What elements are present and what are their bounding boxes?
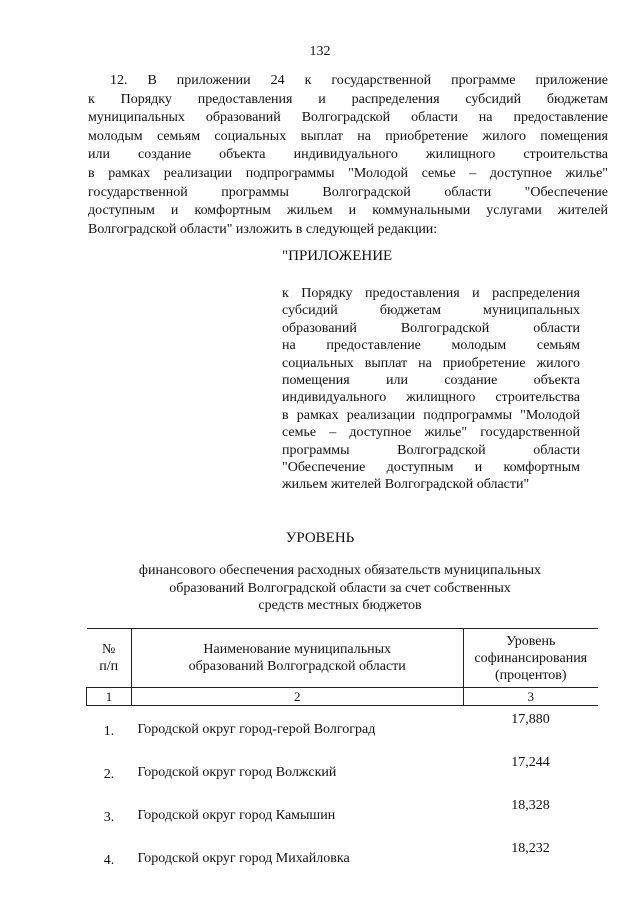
municipality-name: Городской округ город Камышин — [137, 807, 336, 823]
column-index: 2 — [131, 688, 463, 706]
intro-line: государственной программы Волгоградской области "Обеспечение — [88, 184, 608, 200]
cofinancing-value: 17,880 — [511, 712, 550, 727]
cofinancing-table — [86, 628, 598, 878]
intro-line: к Порядку предоставления и распределения субсидий бюджетам — [88, 91, 608, 107]
appendix-line: образований Волгоградской области — [282, 320, 580, 336]
intro-line: молодым семьям социальных выплат на приобретение жилого помещения — [88, 128, 608, 144]
table-header-row — [87, 629, 599, 688]
appendix-line: жильем жителей Волгоградской области" — [282, 477, 530, 493]
municipality-name: Городской округ город Волжский — [137, 764, 337, 780]
appendix-line: к Порядку предоставления и распределения — [282, 286, 580, 301]
table-row — [87, 792, 599, 835]
cofinancing-value: 18,232 — [511, 841, 550, 856]
table-column-index-row — [87, 688, 599, 706]
appendix-line: программы Волгоградской области — [282, 442, 580, 458]
row-number: 2. — [103, 766, 115, 782]
row-number: 1. — [103, 723, 115, 739]
appendix-line: субсидий бюджетам муниципальных — [282, 303, 580, 319]
municipality-name: Городской округ город Михайловка — [137, 850, 350, 866]
intro-line: в рамках реализации подпрограммы "Молодой семье – доступное жилье" — [88, 165, 608, 181]
appendix-title: "ПРИЛОЖЕНИЕ — [282, 248, 393, 264]
intro-line: муниципальных образований Волгоградской области на предоставление — [88, 110, 608, 126]
appendix-line: "Обеспечение доступным и комфортным — [282, 460, 580, 476]
intro-line: 12. В приложении 24 к государственной программе приложение — [110, 73, 608, 88]
subheading-line: финансового обеспечения расходных обязательств муниципальных — [138, 563, 542, 578]
header-municipality: Наименование муниципальных образований Волгоградской области — [131, 629, 463, 688]
table-row — [87, 835, 599, 878]
appendix-line: индивидуального жилищного строительства — [282, 390, 580, 406]
column-index: 3 — [463, 688, 598, 706]
document-subheading — [100, 562, 580, 615]
appendix-line: семье – доступное жилье" государственной — [282, 425, 580, 441]
appendix-line: помещения или создание объекта — [282, 373, 580, 389]
cofinancing-value: 18,328 — [511, 798, 550, 813]
table-row — [87, 749, 599, 792]
subheading-line: средств местных бюджетов — [258, 598, 422, 613]
intro-paragraph — [88, 72, 608, 239]
header-number: № п/п — [87, 629, 132, 688]
header-cofinancing-level: Уровень софинансирования (процентов) — [463, 629, 598, 688]
intro-line: или создание объекта индивидуального жилищного строительства — [88, 147, 608, 163]
column-index: 1 — [87, 688, 132, 706]
municipality-name: Городской округ город-герой Волгоград — [137, 721, 376, 737]
row-number: 3. — [103, 809, 115, 825]
table-row — [87, 706, 599, 750]
intro-line: Волгоградской области" изложить в следующей редакции: — [88, 221, 438, 237]
cofinancing-value: 17,244 — [511, 755, 550, 770]
intro-line: доступным и комфортным жильем и коммунальными услугами жителей — [88, 203, 608, 219]
subheading-line: образований Волгоградской области за счет собственных — [169, 580, 511, 596]
appendix-reference — [282, 285, 580, 494]
document-heading: УРОВЕНЬ — [285, 530, 355, 546]
appendix-line: социальных выплат на приобретение жилого — [282, 355, 580, 371]
appendix-line: на предоставление молодым семьям — [282, 338, 580, 354]
row-number: 4. — [103, 852, 115, 868]
page-number: 132 — [309, 44, 331, 59]
appendix-line: в рамках реализации подпрограммы "Молодой — [282, 407, 580, 423]
